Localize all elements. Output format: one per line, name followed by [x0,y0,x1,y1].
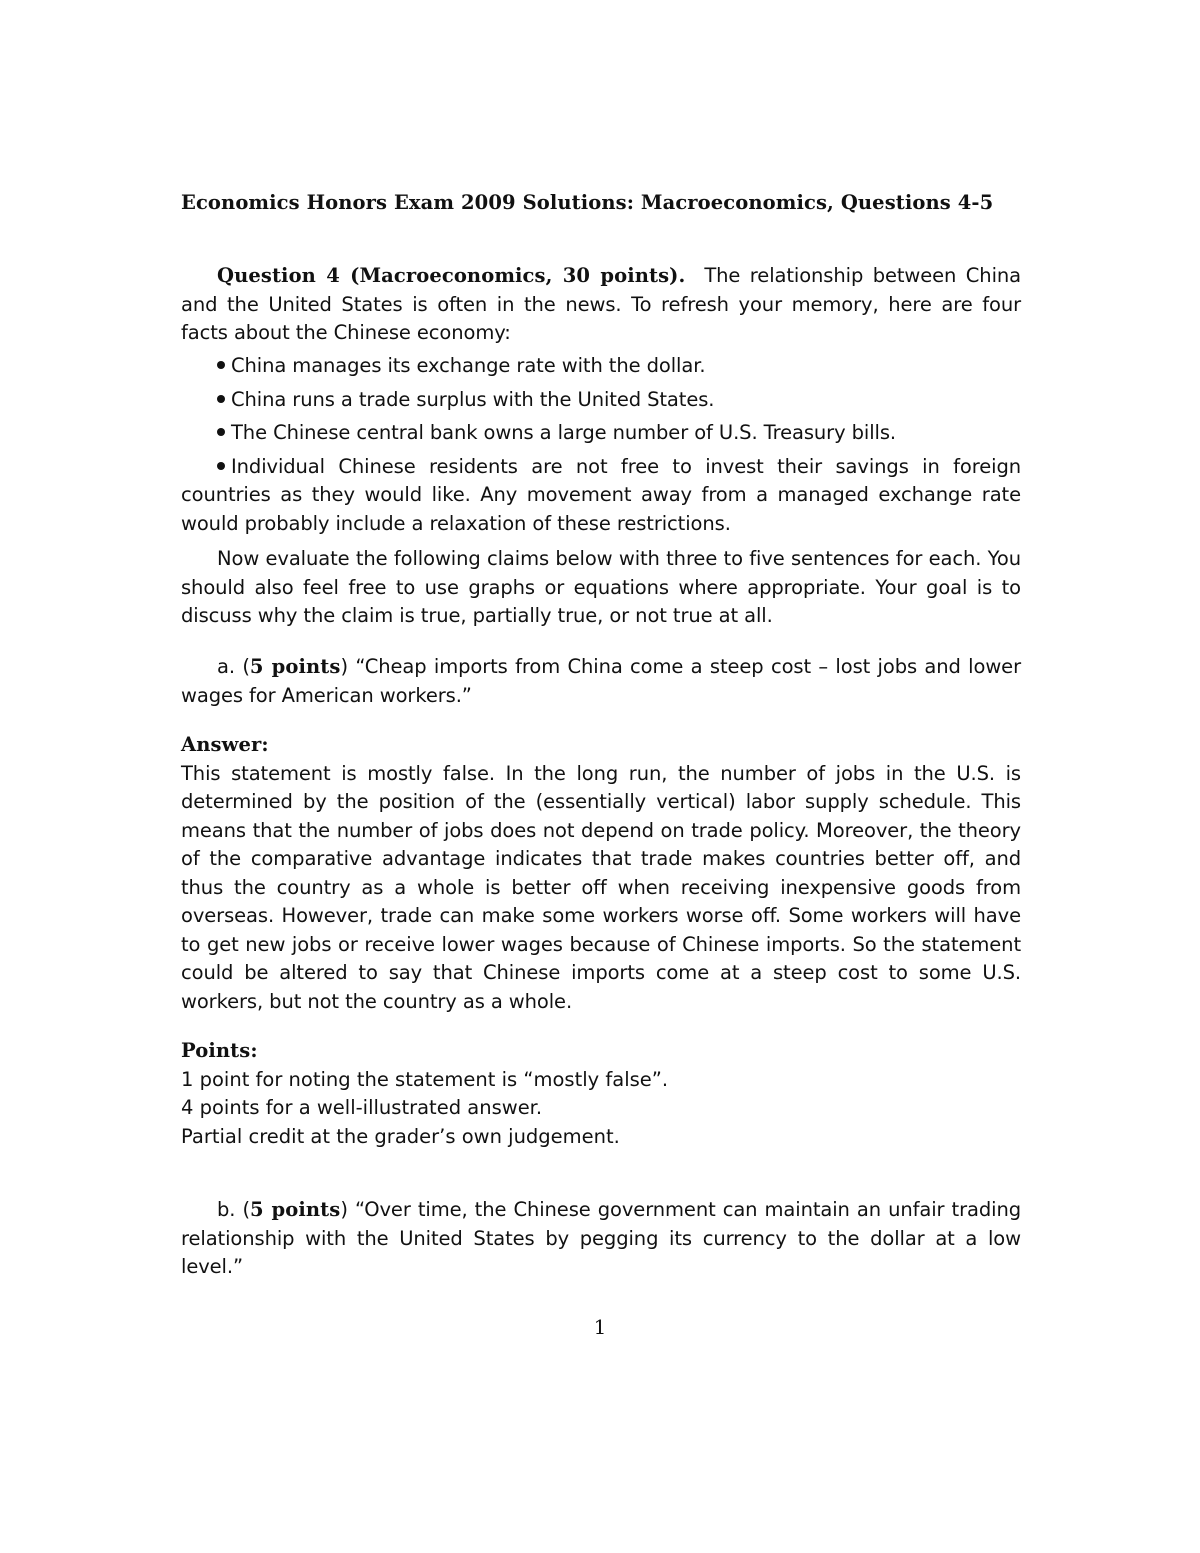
question-intro-text: The relationship between China and the United States is often in the news. To refresh your memory, here are four facts about the Chinese economy: [181,264,1021,344]
page-number: 1 [593,1315,607,1339]
facts-list [181,352,1021,538]
points-line: Partial credit at the grader’s own judgement. [181,1124,620,1148]
instructions: Now evaluate the following claims below with three to five sentences for each. You should also feel free to use graphs or equations where appropriate. Your goal is to discuss why the claim is true, partially true, or not true at all. [181,547,1021,627]
part-a-claim: a. (5 points) “Cheap imports from China come a steep cost – lost jobs and lower wages for American workers.” [181,655,1021,707]
bullet-icon [217,428,225,436]
points-heading: Points: [181,1039,258,1062]
part-a-points: 5 points [249,655,341,678]
bullet-icon [217,361,225,369]
part-b-claim: b. (5 points) “Over time, the Chinese government can maintain an unfair trading relationship with the United States by pegging its currency to the dollar at a low level.” [181,1198,1021,1278]
fact-item: The Chinese central bank owns a large number of U.S. Treasury bills. [181,419,1021,448]
part-b-points: 5 points [249,1198,341,1221]
fact-item: China runs a trade surplus with the United States. [181,386,1021,415]
bullet-icon [217,462,225,470]
page-title: Economics Honors Exam 2009 Solutions: Macroeconomics, Questions 4-5 [181,191,994,214]
answer-heading: Answer: [181,733,269,756]
points-line: 1 point for noting the statement is “mostly false”. [181,1067,669,1091]
question-heading: Question 4 (Macroeconomics, 30 points). [217,264,686,287]
bullet-icon [217,395,225,403]
part-a-points-section [181,1037,1021,1151]
answer-text: This statement is mostly false. In the long run, the number of jobs in the U.S. is determined by the position of the (essentially vertical) labor supply schedule. This means that the number of jobs does not depend on trade policy. Moreover, the theory of the comparative advantage indicates that trade makes countries better off, and thus the country as a whole is better off when receiving inexpensive goods from overseas. However, trade can make some workers worse off. Some workers will have to get new jobs or receive lower wages because of Chinese imports. So the statement could be altered to say that Chinese imports come at a steep cost to some U.S. workers, but not the country as a whole. [181,761,1021,1013]
fact-item: China manages its exchange rate with the dollar. [181,352,1021,381]
points-line: 4 points for a well-illustrated answer. [181,1096,543,1119]
question-4 [181,262,1021,348]
fact-item: Individual Chinese residents are not free to invest their savings in foreign countries as they would like. Any movement away from a managed exchange rate would probably include a relaxation of these restrictions. [181,454,1021,535]
part-a-claim-text: “Cheap imports from China come a steep cost – lost jobs and lower wages for American workers.” [181,655,1021,707]
part-b-claim-text: “Over time, the Chinese government can maintain an unfair trading relationship with the United States by pegging its currency to the dollar at a low level.” [181,1198,1021,1278]
part-a-answer [181,731,1021,1016]
question-intro [181,262,1021,348]
